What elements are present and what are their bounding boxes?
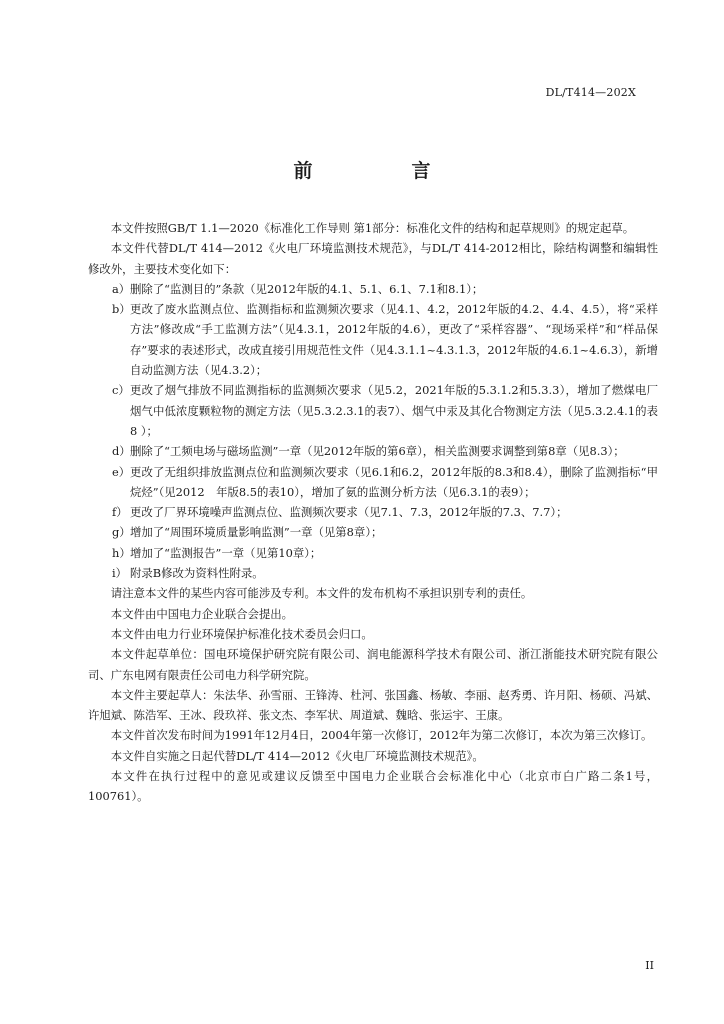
list-marker: c）	[112, 383, 130, 398]
paragraph-drafters: 本文件主要起草人：朱法华、孙雪丽、王锋涛、杜河、张国鑫、杨敏、李丽、赵秀勇、许月阳、杨硕、冯斌、许旭斌、陈浩军、王冰、段玖祥、张文杰、李军状、周道斌、魏晗、张运宇、王康。	[88, 687, 658, 723]
list-marker: h）	[112, 545, 131, 560]
list-marker: f）	[112, 505, 128, 520]
paragraph-drafting-units: 本文件起草单位：国电环境保护研究院有限公司、润电能源科学技术有限公司、浙江浙能技术研究院有限公司、广东电网有限责任公司电力科学研究院。	[88, 647, 658, 682]
list-item	[88, 441, 658, 461]
list-item-text: 增加了“周围环境质量影响监测”一章（见第8章）；	[130, 525, 383, 540]
list-item	[88, 299, 658, 380]
list-marker: b）	[112, 302, 131, 317]
document-code: DL/T414—202X	[545, 86, 636, 99]
list-item-text: 更改了厂界环境噪声监测点位、监测频次要求（见7.1、7.3，2012年版的7.3、7.7）；	[130, 505, 568, 520]
list-item	[88, 380, 658, 441]
paragraph-drafting-rules: 本文件按照GB/T 1.1—2020《标准化工作导则 第1部分：标准化文件的结构和起草规则》的规定起草。	[110, 221, 635, 235]
list-item	[88, 502, 658, 522]
paragraph-supersedes: 本文件自实施之日起代替DL/T 414—2012《火电厂环境监测技术规范》。	[110, 748, 484, 763]
list-item-text: 删除了“工频电场与磁场监测”一章（见2012年版的第6章），相关监测要求调整到第8章（见8.3）；	[130, 444, 625, 459]
page-title: 前 言	[293, 160, 471, 182]
paragraph-history: 本文件首次发布时间为1991年12月4日，2004年第一次修订，2012年为第二次修订，本次为第三次修订。	[110, 728, 653, 743]
list-item-text: 更改了无组织排放监测点位和监测频次要求（见6.1和6.2，2012年版的8.3和8.4），删除了监测指标“甲烷烃”（见2012 年版8.5的表10），增加了氨的监测分析方法（见6.3.1的表9）；	[130, 464, 658, 499]
list-item-text: 更改了废水监测点位、监测指标和监测频次要求（见4.1、4.2，2012年版的4.2、4.4、4.5），将“采样方法”修改成“手工监测方法”（见4.3.1，2012年版的4.6），更改了“采样容器”、“现场采样”和“样品保存”要求的表述形式，改成直接引用规范性文件（见4.3.1.1~4.3.1.3，2012年版的4.6.1~4.6.3），新增自动监测方法（见4.3.2）；	[130, 302, 658, 378]
list-marker: e）	[112, 464, 131, 479]
list-marker: a）	[112, 281, 131, 296]
list-marker: g）	[112, 525, 131, 540]
list-marker: d）	[112, 444, 131, 459]
list-item	[88, 563, 658, 583]
list-item	[88, 462, 658, 503]
list-item-text: 增加了“监测报告”一章（见第10章）；	[130, 545, 322, 560]
list-item	[88, 522, 658, 542]
paragraph-committee: 本文件由电力行业环境保护标准化技术委员会归口。	[110, 626, 373, 641]
paragraph-patent-notice: 请注意本文件的某些内容可能涉及专利。本文件的发布机构不承担识别专利的责任。	[110, 586, 533, 601]
list-marker: i）	[112, 566, 128, 581]
list-item	[88, 543, 658, 563]
page-number: II	[645, 959, 654, 972]
list-item-text: 删除了“监测目的”条款（见2012年版的4.1、5.1、6.1、7.1和8.1）；	[130, 281, 484, 296]
paragraph-replacement: 本文件代替DL/T 414—2012《火电厂环境监测技术规范》，与DL/T 414-2012相比，除结构调整和编辑性修改外，主要技术变化如下：	[88, 241, 658, 276]
paragraph-proposer: 本文件由中国电力企业联合会提出。	[110, 606, 294, 621]
paragraph-feedback: 本文件在执行过程中的意见或建议反馈至中国电力企业联合会标准化中心（北京市白广路二条1号，100761）。	[88, 769, 658, 804]
list-item-text: 附录B修改为资料性附录。	[130, 566, 264, 581]
foreword-body	[88, 218, 658, 807]
list-item	[88, 279, 658, 299]
list-item-text: 更改了烟气排放不同监测指标的监测频次要求（见5.2，2021年版的5.3.1.2和5.3.3），增加了燃煤电厂烟气中低浓度颗粒物的测定方法（见5.3.2.3.1的表7）、烟气中汞及其化合物测定方法（见5.3.2.4.1的表8 ）；	[130, 383, 658, 438]
